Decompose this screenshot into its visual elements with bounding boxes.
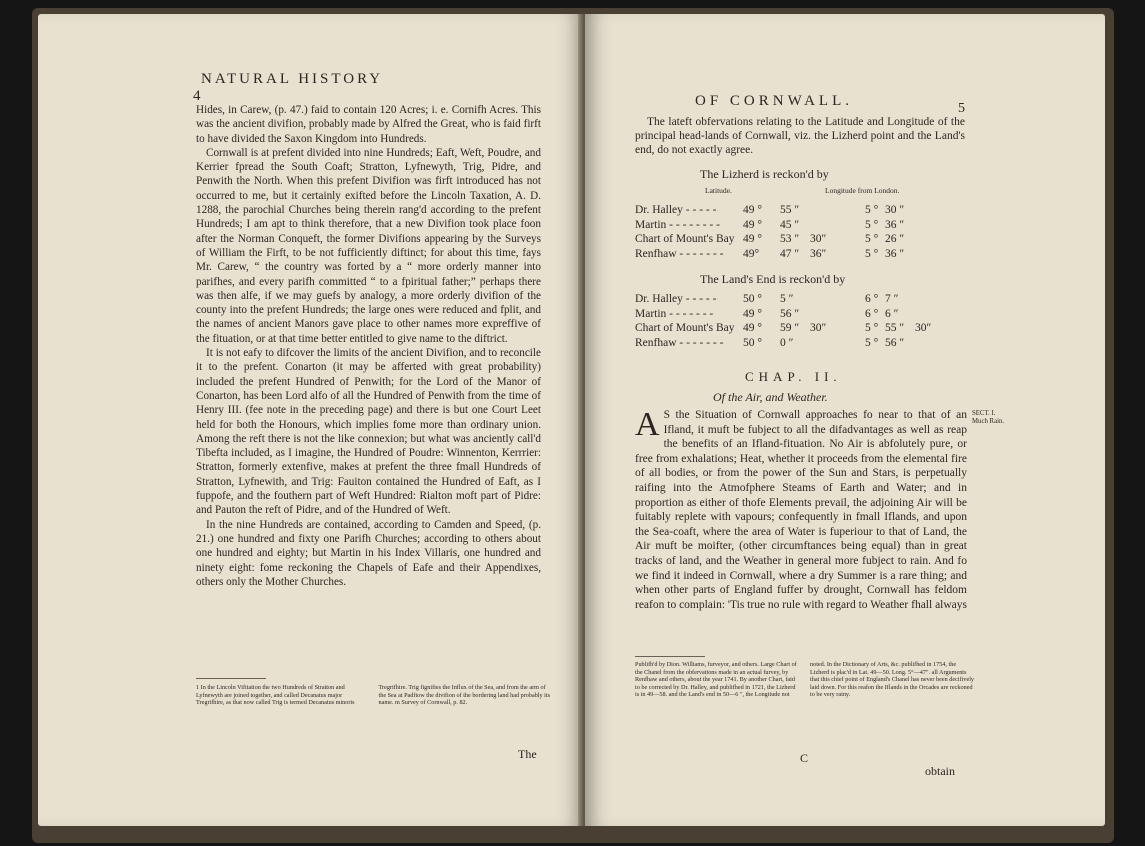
left-body-text <box>196 103 541 589</box>
catchword-left: The <box>518 747 537 761</box>
table2-title: The Land's End is reckon'd by <box>700 272 846 286</box>
table-cell-ldeg: 6 ° <box>865 307 879 320</box>
marginal-notes <box>972 410 1004 426</box>
drop-cap: A <box>635 406 660 443</box>
table-cell-sec: 30″ <box>810 322 827 334</box>
table-cell-deg: 49 ° <box>743 307 762 320</box>
table-cell-name: Chart of Mount's Bay <box>635 322 735 334</box>
table-cell-min: 5 ″ <box>780 293 794 305</box>
page-number-left: 4 <box>193 88 201 104</box>
signature-mark: C <box>800 751 809 765</box>
table-cell-deg: 49 ° <box>743 218 762 231</box>
table-cell-name: Martin - - - - - - - - <box>635 218 720 231</box>
table-cell-lmin: 6 ″ <box>885 307 899 320</box>
table-row <box>635 219 985 233</box>
table-row <box>635 308 985 322</box>
table-row <box>635 337 985 351</box>
left-page <box>38 14 583 826</box>
table-cell-min: 56 ″ <box>780 307 800 320</box>
table-cell-lmin: 36 ″ <box>885 247 905 260</box>
right-body-text <box>635 408 967 612</box>
table-cell-lmin: 26 ″ <box>885 233 905 245</box>
table-cell-deg: 50 ° <box>743 293 762 305</box>
table-row <box>635 248 985 262</box>
table-cell-deg: 49 ° <box>743 204 762 216</box>
table-cell-lmin: 36 ″ <box>885 218 905 231</box>
table-cell-deg: 49 ° <box>743 233 762 245</box>
table-cell-min: 45 ″ <box>780 218 800 231</box>
col-longitude: Longitude from London. <box>825 186 900 195</box>
table-cell-ldeg: 5 ° <box>865 233 879 245</box>
table-cell-deg: 49 ° <box>743 322 762 334</box>
table-row <box>635 204 985 218</box>
table-cell-ldeg: 5 ° <box>865 322 879 334</box>
table-cell-sec: 30″ <box>810 233 827 245</box>
table-cell-sec: 36″ <box>810 247 827 260</box>
page-number-right: 5 <box>958 101 965 116</box>
table-row <box>635 293 985 307</box>
table-cell-deg: 50 ° <box>743 336 762 349</box>
col-latitude: Latitude. <box>705 186 732 195</box>
footnote-rule <box>196 678 266 679</box>
right-page <box>585 14 1105 826</box>
table-cell-lmin: 56 ″ <box>885 336 905 349</box>
paragraph: In the nine Hundreds are contained, according to Camden and Speed, (p. 21.) one hundred and fixty one Parifh Churches; according to others about one hundred and eighty; but Martin in his Index Villaris, one hundred and ninety eight: fome reckoning the Chapels of Eafe and their Appendixes, others only the Mother Churches. <box>196 518 541 588</box>
table-row <box>635 322 985 336</box>
table-cell-lsec: 30″ <box>915 322 932 334</box>
topic-note: Much Rain. <box>972 418 1005 425</box>
table-cell-deg: 49° <box>743 247 760 260</box>
table-cell-lmin: 55 ″ <box>885 322 905 334</box>
catchword-right: obtain <box>925 764 955 778</box>
table-cell-lmin: 30 ″ <box>885 204 905 216</box>
body-paragraph: S the Situation of Cornwall approaches fo near to that of an Ifland, it muft be fubject to all the difadvantages as well as reap the benefits of an Ifland-fituation. No Air is abfolutely pure, or free from exhalations; Heat, whether it proceeds from the elemental fire of all bodies, or from the power of the Sun and Stars, is perpetually raifing into the Atmofphere Steams of Earth and Water; and in proportion as either of thofe Elements prevail, the adjoining Air will be fuitably replete with vapours; confequently in fmall Iflands, and upon the Sea-coaft, where the area of Water is fuperiour to that of Land, the Air muft be moifter, (other circumftances being equal) than in great tracks of land, and the Weather in general more fubject to rain. And fo we find it indeed in Cornwall, where a dry Summer is a rare thing; and when other parts of England fuffer by drought, Cornwall has feldom reafon to complain: 'Tis true no rule with regard to Weather fhall always <box>635 409 968 611</box>
table-cell-name: Martin - - - - - - - <box>635 307 714 320</box>
table-cell-ldeg: 5 ° <box>865 247 879 260</box>
table-cell-min: 55 ″ <box>780 204 800 216</box>
chapter-title: Of the Air, and Weather. <box>713 390 828 404</box>
table-cell-ldeg: 5 ° <box>865 336 879 349</box>
table-cell-name: Dr. Halley - - - - - <box>635 293 717 305</box>
chapter-heading: CHAP. II. <box>745 369 842 384</box>
table-cell-min: 53 ″ <box>780 233 800 245</box>
table-cell-ldeg: 6 ° <box>865 293 879 305</box>
section-note: SECT. I. <box>972 410 996 417</box>
right-footnotes: Publifh'd by Dion. Williams, furveyor, and others. Large Chart of the Chanel from the obfervations made in an actual furvey, by Renfhaw and others, about the year 1741. By another Chart, faid to be corrected by Dr. Halley, and publifhed in 1721, the Lizherd is in 49—58. and the Land's end in 50—6 ″, the Longitude not noted. In the Dictionary of Arts, &c. publifhed in 1754, the Lizherd is plac'd in Lat. 49—50. Long. 5°—47″. all Arguments that this chief point of England's Chanel has never been decifively laid down. For this reafon the Iflands in the Orcades are reckoned to be very rainy. <box>635 661 975 699</box>
footnote-rule <box>635 656 705 657</box>
table1-title: The Lizherd is reckon'd by <box>700 167 829 181</box>
table-cell-name: Renfhaw - - - - - - - <box>635 247 724 260</box>
table-cell-min: 59 ″ <box>780 322 800 334</box>
left-footnotes: 1 In the Lincoln Vifitation the two Hundreds of Stratton and Lyfnewyth are joined together, and called Decanatus major Tregrifhire, as that now called Trig is termed Decanatus minoris Tregrifhire. Trig fignifies the Influx of the Sea, and from the arm of the Sea at Padftow the divifion of the bordering land had probably its name. m Survey of Cornwall, p. 82. <box>196 684 550 707</box>
table-cell-min: 47 ″ <box>780 247 800 260</box>
table-cell-lmin: 7 ″ <box>885 293 899 305</box>
table-cell-name: Dr. Halley - - - - - <box>635 204 717 216</box>
table-cell-name: Chart of Mount's Bay <box>635 233 735 245</box>
table-row <box>635 233 985 247</box>
table-cell-min: 0 ″ <box>780 336 794 349</box>
paragraph: Cornwall is at prefent divided into nine Hundreds; Eaft, Weft, Poudre, and Kerrier fpread the South Coaft; Stratton, Lyfnewyth, Trig, Pidre, and Penwith the North. When this prefent Divifion was firft introduced has not occurred to me, but it certainly exifted before the Lincoln Taxation, A. D. 1288, the parochial Churches being therein rang'd according to the prefent Hundreds; I am apt to think therefore, that a new Divifion took place foon after the Norman Conqueft, the former Divifions appearing by the Surveys of William the Firft, to be not fufficiently diftinct; for about this time, fays Mr. Carew, “ the country was forted by a “ more orderly manner into parifhes, and every parifh committed “ to a fpiritual father;” perhaps there was then alfe, if we may guefs by analogy, a more orderly divifion of the county into the prefent Hundreds; the large ones were reduced and fplit, and the names of ancient Manors gave place to other names more expreffive of the fituation, or at that time better entitled to give name to the diftrict. <box>196 146 541 345</box>
intro-paragraph: The lateft obfervations relating to the Latitude and Longitude of the principal head-lands of Cornwall, viz. the Lizherd point and the Land's end, do not exactly agree. <box>635 116 965 156</box>
running-head-left: 4 NATURAL HISTORY <box>193 71 384 104</box>
paragraph: Hides, in Carew, (p. 47.) faid to contain 120 Acres; i. e. Cornifh Acres. This was the ancient divifion, probably made by Alfred the Great, who is faid firft to have divided the Saxon Kingdom into Hundreds. <box>196 104 541 145</box>
table-cell-ldeg: 5 ° <box>865 218 879 231</box>
table-cell-ldeg: 5 ° <box>865 204 879 216</box>
running-head-right: OF CORNWALL. <box>695 93 854 109</box>
table-cell-name: Renfhaw - - - - - - - <box>635 336 724 349</box>
paragraph: It is not eafy to difcover the limits of the ancient Divifion, and to reconcile it to the prefent. Conarton (it may be afferted with great probability) included the prefent Hundred of Penwith; for the Lord of the Manor of Conarton, has been Lord alfo of all the Hundred of Penwith from the time of Henry III. (fee note in the preceding page) and there is but one Court Leet held for both the Honours, which implies fome more than ordinary union. Among the reft there is not the like connexion; but what was anciently call'd Tibefta included, as I imagine, the Hundred of Poudre: Winnenton, Kerrrier: Stratton, formerly extenfive, makes at prefent the three fmall Hundreds of Stratton, Lyfnewith, and Trig: Fauiton contained the Hundred of Eaft, as I fuppofe, and the fouthern part of Weft Hundred: Rialton moft part of Pidre: and Pauton the reft of Pidre, and of the Hundred of Weft. <box>196 347 541 517</box>
